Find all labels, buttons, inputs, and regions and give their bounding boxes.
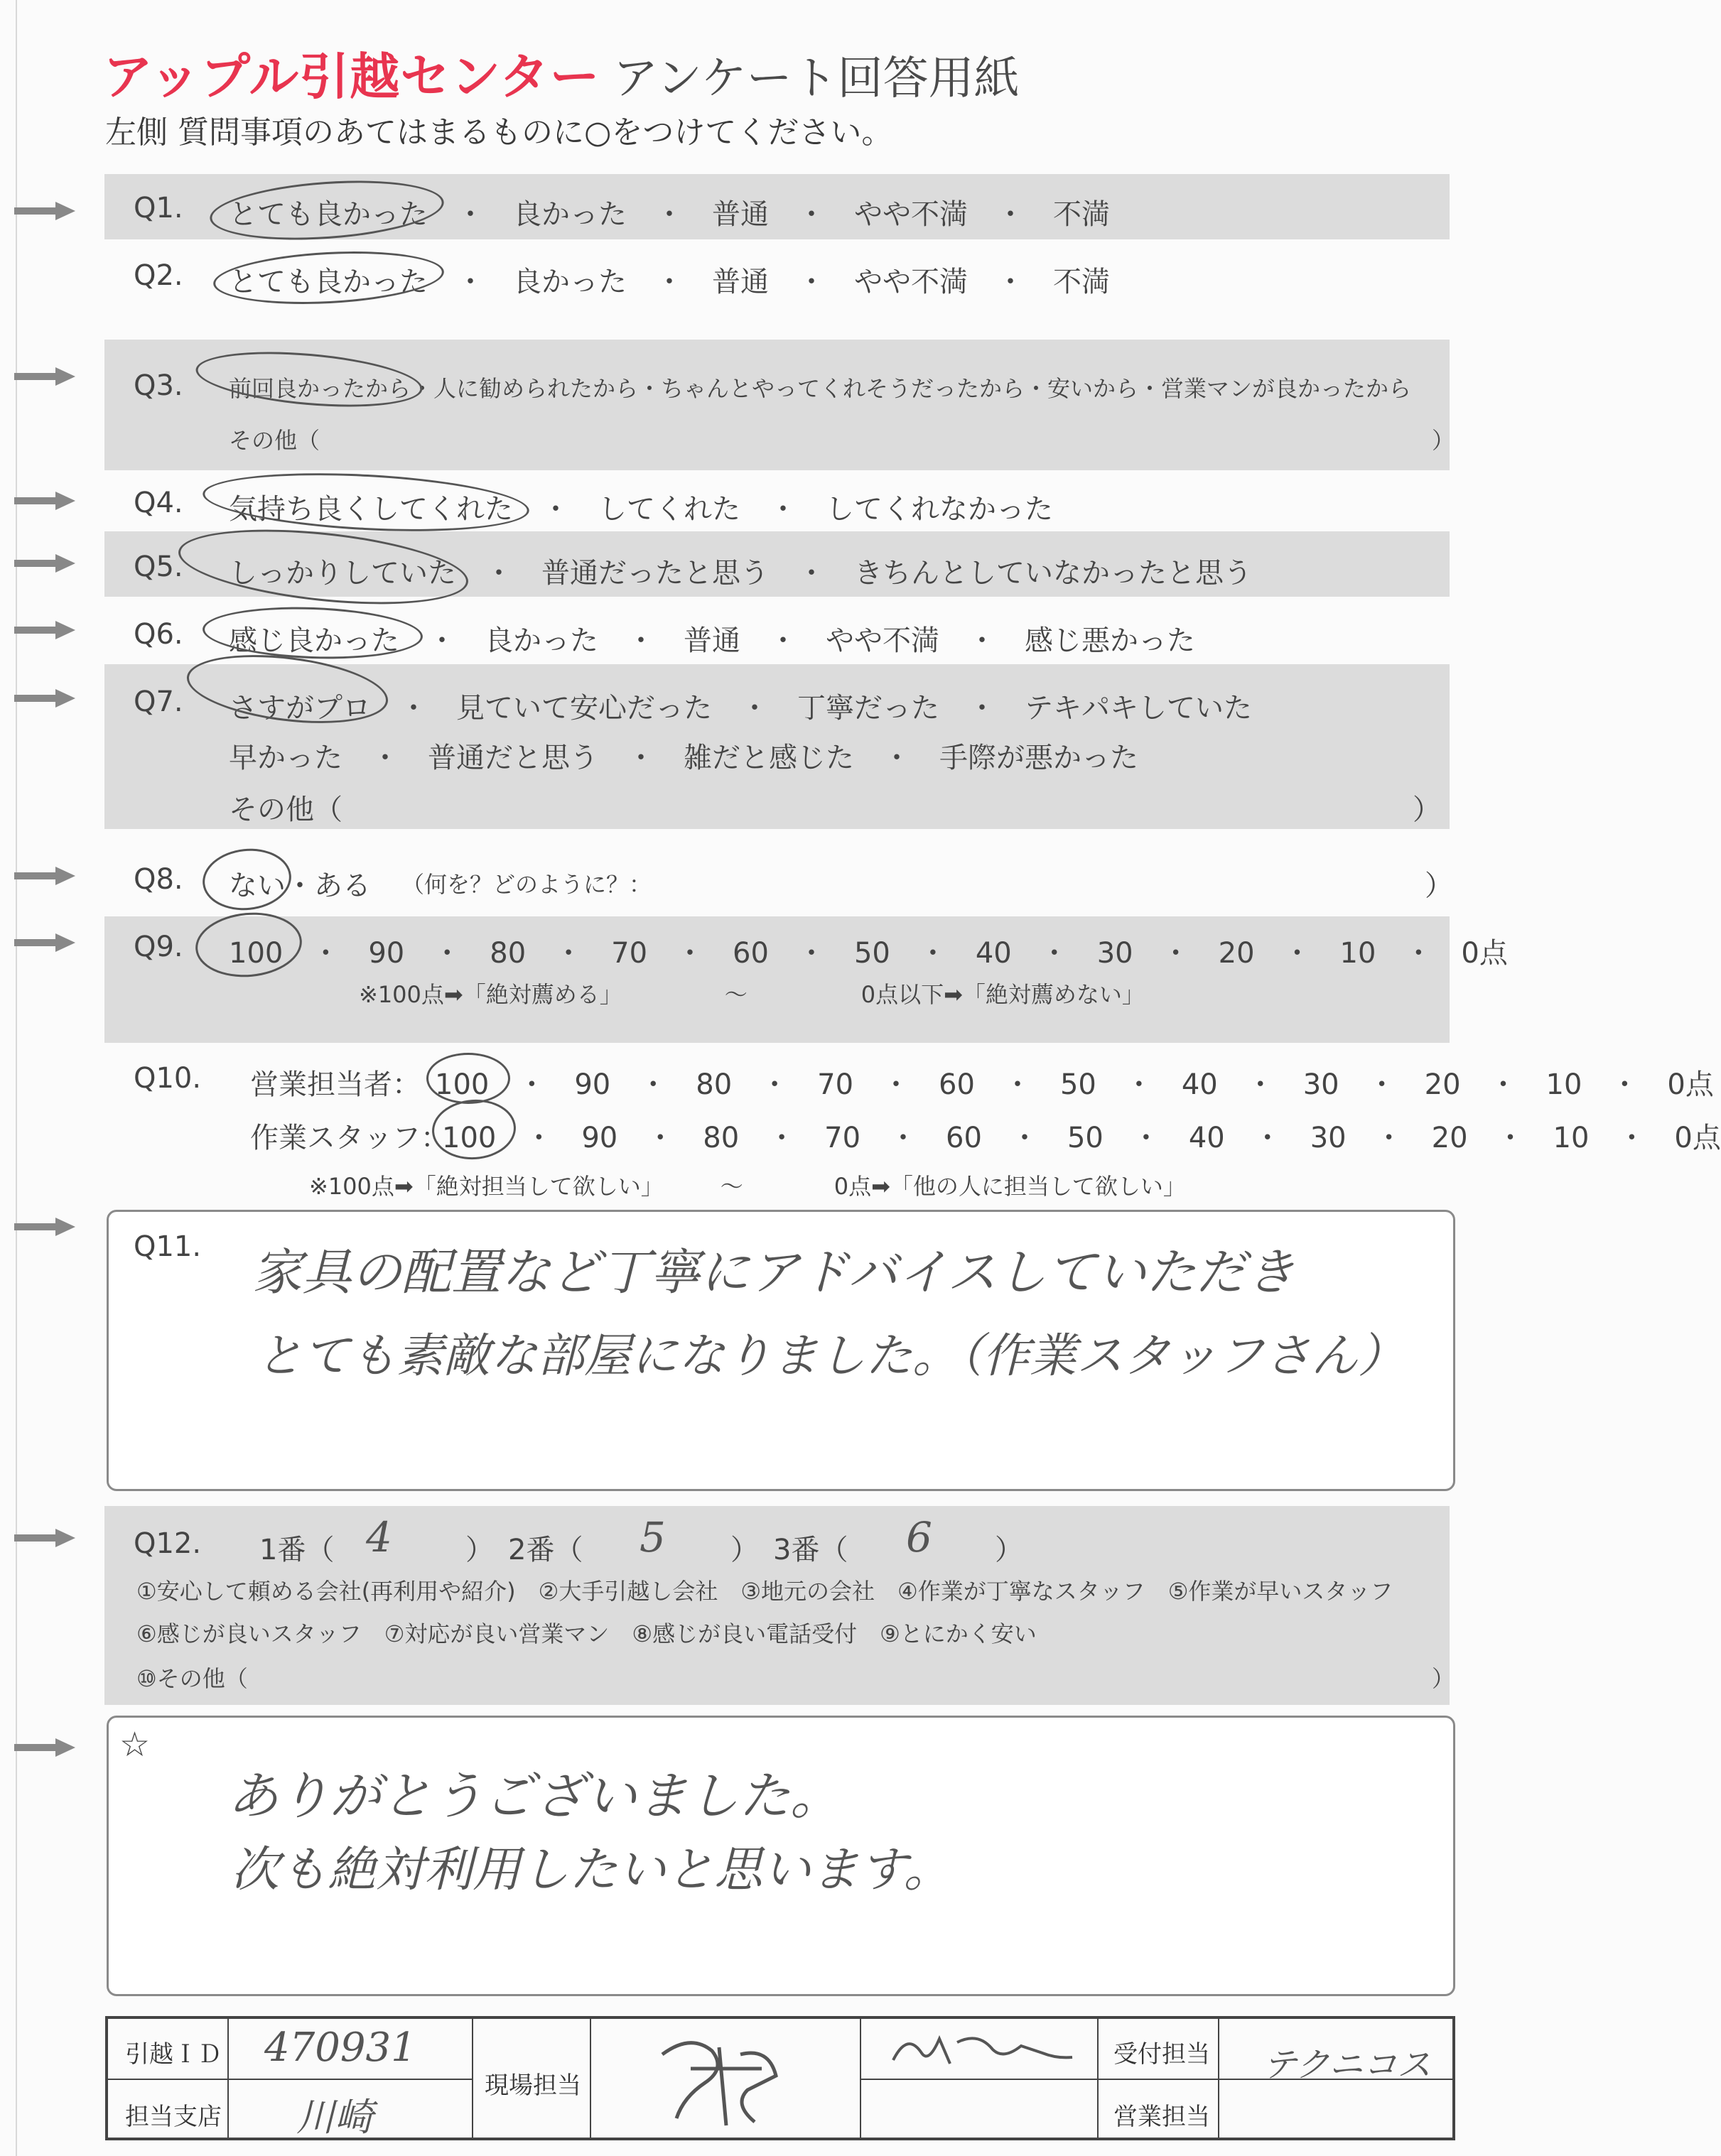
q12-rank3-value[interactable]: 6 bbox=[906, 1513, 932, 1561]
q3-options[interactable]: 前回良かったから・人に勧められたから・ちゃんとやってくれそうだったから・安いから・営業マンが良かったから bbox=[229, 375, 1412, 402]
q12-rank3-label: ） 3番（ bbox=[730, 1534, 848, 1566]
site-staff-label: 現場担当 bbox=[485, 2071, 581, 2100]
reception-label: 受付担当 bbox=[1113, 2040, 1210, 2069]
site-staff-signature bbox=[886, 2025, 1078, 2074]
q10-staff-scale[interactable]: 100 ・ 90 ・ 80 ・ 70 ・ 60 ・ 50 ・ 40 ・ 30 ・ 20 ・ 10 ・ 0点 bbox=[442, 1122, 1721, 1154]
arrow-marker-icon bbox=[14, 932, 75, 953]
arrow-marker-icon bbox=[14, 200, 75, 222]
q12-rank2-value[interactable]: 5 bbox=[640, 1513, 666, 1561]
comment-handwritten-line1: ありがとうございました。 bbox=[227, 1766, 842, 1826]
q12-choices-line3: ⑩その他（ bbox=[136, 1665, 248, 1692]
q3-label: Q3. bbox=[134, 369, 183, 402]
q10-sales-answer-circle bbox=[426, 1053, 510, 1104]
arrow-marker-icon bbox=[14, 1527, 75, 1549]
q11-handwritten-line2: とても素敵な部屋になりました。（作業スタッフさん） bbox=[256, 1328, 1405, 1383]
staff-info-table bbox=[105, 2016, 1455, 2140]
q4-answer-circle bbox=[201, 466, 530, 538]
move-id-value[interactable]: 470931 bbox=[264, 2025, 416, 2071]
q12-rank1-value[interactable]: 4 bbox=[366, 1513, 392, 1561]
arrow-marker-icon bbox=[14, 553, 75, 574]
q10-staff-label: 作業スタッフ： bbox=[250, 1122, 449, 1154]
comment-handwritten-line2: 次も絶対利用したいと思います。 bbox=[231, 1842, 952, 1898]
q2-options[interactable]: とても良かった ・ 良かった ・ 普通 ・ やや不満 ・ 不満 bbox=[229, 266, 1110, 298]
table-divider bbox=[590, 2019, 591, 2138]
q10-label: Q10. bbox=[134, 1062, 202, 1095]
q7-label: Q7. bbox=[134, 686, 183, 718]
branch-value[interactable]: 川崎 bbox=[296, 2095, 373, 2140]
q3-other[interactable]: その他（ bbox=[229, 427, 320, 454]
q5-options[interactable]: しっかりしていた ・ 普通だったと思う ・ きちんとしていなかったと思う bbox=[229, 557, 1252, 590]
q11-handwritten-line1: 家具の配置など丁寧にアドバイスしていただき bbox=[252, 1243, 1295, 1301]
q12-rank2-label: ） 2番（ bbox=[465, 1534, 583, 1566]
q9-label: Q9. bbox=[134, 931, 183, 963]
q8-answer-circle bbox=[200, 845, 294, 915]
q10-note: ※100点➡「絶対担当して欲しい」 ～ 0点➡「他の人に担当して欲しい」 bbox=[309, 1173, 1186, 1200]
sales-staff-label: 営業担当 bbox=[1113, 2103, 1210, 2131]
q8-options[interactable]: ない・ある bbox=[229, 870, 371, 902]
q4-options[interactable]: 気持ち良くしてくれた ・ してくれた ・ してくれなかった bbox=[229, 493, 1053, 526]
page-title bbox=[103, 37, 1453, 106]
q7-other-close: ） bbox=[1413, 793, 1441, 826]
q6-options[interactable]: 感じ良かった ・ 良かった ・ 普通 ・ やや不満 ・ 感じ悪かった bbox=[229, 624, 1195, 657]
arrow-marker-icon bbox=[14, 490, 75, 511]
table-divider bbox=[108, 2079, 472, 2080]
q9-scale[interactable]: 100 ・ 90 ・ 80 ・ 70 ・ 60 ・ 50 ・ 40 ・ 30 ・ 20 ・ 10 ・ 0点 bbox=[229, 937, 1508, 970]
q12-label: Q12. bbox=[134, 1527, 202, 1560]
q5-label: Q5. bbox=[134, 551, 183, 583]
instruction-text: 左側 質問事項のあてはまるものに○をつけてください。 bbox=[105, 114, 893, 151]
binder-margin-line bbox=[16, 0, 17, 2156]
q7-options-line1[interactable]: さすがプロ ・ 見ていて安心だった ・ 丁寧だった ・ テキパキしていた bbox=[229, 692, 1252, 725]
q12-rank-close: ） bbox=[995, 1534, 1023, 1566]
site-staff-stamp bbox=[648, 2026, 804, 2133]
q8-close: ） bbox=[1425, 870, 1453, 902]
arrow-marker-icon bbox=[14, 1737, 75, 1758]
q12-choices-line1: ①安心して頼める会社(再利用や紹介) ②大手引越し会社 ③地元の会社 ④作業が丁寧なスタッフ ⑤作業が早いスタッフ bbox=[136, 1578, 1393, 1605]
q10-sales-label: 営業担当者： bbox=[250, 1068, 421, 1101]
arrow-marker-icon bbox=[14, 366, 75, 387]
q9-note: ※100点➡「絶対薦める」 ～ 0点以下➡「絶対薦めない」 bbox=[359, 981, 1145, 1008]
q6-label: Q6. bbox=[134, 618, 183, 651]
q8-label: Q8. bbox=[134, 863, 183, 896]
q10-sales-scale[interactable]: 100 ・ 90 ・ 80 ・ 70 ・ 60 ・ 50 ・ 40 ・ 30 ・ 20 ・ 10 ・ 0点 bbox=[435, 1068, 1714, 1101]
q7-options-line2[interactable]: 早かった ・ 普通だと思う ・ 雑だと感じた ・ 手際が悪かった bbox=[229, 742, 1138, 774]
table-divider bbox=[472, 2019, 473, 2138]
reception-value[interactable]: テクニコス bbox=[1263, 2045, 1432, 2085]
q12-close: ） bbox=[1432, 1665, 1455, 1692]
form-title: アンケート回答用紙 bbox=[613, 53, 1020, 105]
q12-choices-line2: ⑥感じが良いスタッフ ⑦対応が良い営業マン ⑧感じが良い電話受付 ⑨とにかく安い bbox=[136, 1620, 1037, 1647]
company-name: アップル引越センター bbox=[103, 48, 600, 106]
q2-answer-circle bbox=[212, 247, 445, 310]
q8-prompt: （何を？どのように？： bbox=[401, 871, 652, 898]
q1-label: Q1. bbox=[134, 192, 183, 224]
arrow-marker-icon bbox=[14, 1216, 75, 1237]
q4-label: Q4. bbox=[134, 487, 183, 519]
arrow-marker-icon bbox=[14, 688, 75, 709]
arrow-marker-icon bbox=[14, 865, 75, 887]
star-icon: ☆ bbox=[119, 1725, 151, 1765]
q1-options[interactable]: とても良かった ・ 良かった ・ 普通 ・ やや不満 ・ 不満 bbox=[229, 198, 1110, 231]
arrow-marker-icon bbox=[14, 619, 75, 641]
q12-rank1-label: 1番（ bbox=[259, 1534, 335, 1566]
q7-other[interactable]: その他（ bbox=[229, 793, 342, 826]
q11-label: Q11. bbox=[134, 1230, 202, 1263]
q2-label: Q2. bbox=[134, 259, 183, 292]
move-id-label: 引越ＩＤ bbox=[125, 2040, 222, 2069]
branch-label: 担当支店 bbox=[125, 2103, 222, 2131]
q3-other-close: ） bbox=[1432, 427, 1455, 454]
